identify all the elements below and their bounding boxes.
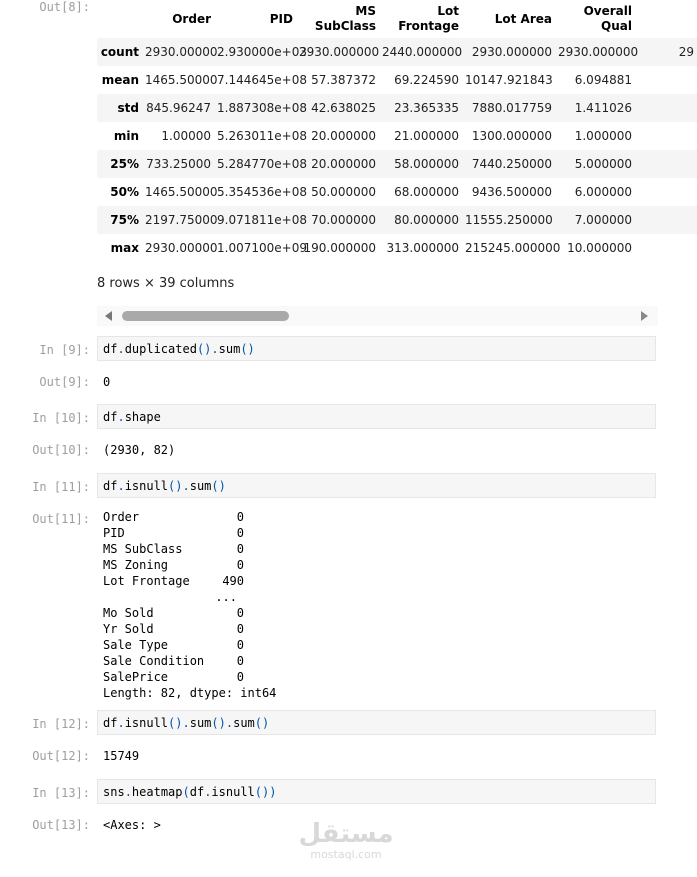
table-row <box>97 122 697 150</box>
series-key: Order <box>103 510 140 524</box>
table-header-row <box>97 0 697 38</box>
series-value: 0 <box>236 670 244 684</box>
code-punctuation: . <box>117 410 125 424</box>
scroll-right-icon[interactable] <box>641 311 648 321</box>
column-header-text: Order <box>172 11 211 26</box>
code-token: df <box>189 785 205 799</box>
table-cell: 11555.250000 <box>465 213 553 227</box>
table-row <box>97 150 697 178</box>
series-row <box>103 605 276 621</box>
code-punctuation: () <box>211 479 226 493</box>
table-cell <box>635 206 697 234</box>
in-13-prompt: In [13]: <box>32 786 90 800</box>
code-token: isnull <box>124 479 169 493</box>
code-token: df <box>103 410 118 424</box>
series-key: Lot Frontage <box>103 574 190 588</box>
table-cell: 10.000000 <box>567 241 632 255</box>
code-punctuation: . <box>211 342 219 356</box>
in-12-prompt: In [12]: <box>32 717 90 731</box>
table-cell <box>635 66 697 94</box>
row-label: mean <box>101 73 139 87</box>
row-label: 75% <box>110 213 139 227</box>
watermark-url: mostaql.com <box>310 848 382 861</box>
series-value: 490 <box>222 574 244 588</box>
null-count-series <box>103 509 276 701</box>
table-cell: 42.638025 <box>311 101 376 115</box>
series-row <box>103 637 276 653</box>
table-cell: 5.000000 <box>574 157 632 171</box>
code-token: sum <box>189 716 212 730</box>
table-cell: 1.00000 <box>161 129 211 143</box>
table-cell: 20.000000 <box>311 129 376 143</box>
series-key: MS Zoning <box>103 558 169 572</box>
table-cell: 2930.000000 <box>471 45 552 59</box>
column-header-text: Qual <box>601 19 632 33</box>
column-header <box>214 0 296 38</box>
table-row <box>97 178 697 206</box>
table-cell <box>635 234 697 262</box>
table-cell: 5.263011e+08 <box>217 129 307 143</box>
table-cell: 5.284770e+08 <box>217 157 307 171</box>
series-row <box>103 589 276 605</box>
table-cell: 1300.000000 <box>471 129 552 143</box>
code-punctuation: ( <box>182 785 190 799</box>
series-value: ... <box>215 590 237 604</box>
series-row <box>103 541 276 557</box>
code-punctuation: . <box>225 716 234 730</box>
column-header-text: Overall <box>583 4 632 18</box>
code-cell-10[interactable] <box>97 404 656 429</box>
table-cell: 2440.000000 <box>382 45 463 59</box>
table-cell: 7.144645e+08 <box>217 73 307 87</box>
table-cell: 6.094881 <box>574 73 632 87</box>
series-footer: Length: 82, dtype: int64 <box>103 686 277 700</box>
code-token: isnull <box>211 785 255 799</box>
code-token: df <box>103 479 118 493</box>
table-cell: 2930.000000 <box>558 45 639 59</box>
table-row <box>97 94 697 122</box>
code-punctuation: () <box>168 479 183 493</box>
output-13: <Axes: > <box>103 818 161 832</box>
output-9: 0 <box>103 375 111 389</box>
table-cell: 23.365335 <box>394 101 459 115</box>
series-key: Mo Sold <box>103 606 154 620</box>
table-cell: 1465.50000 <box>145 73 218 87</box>
column-header-text: SubClass <box>314 19 376 33</box>
series-value: 0 <box>236 638 244 652</box>
in-9-prompt: In [9]: <box>39 343 90 357</box>
table-cell: 80.000000 <box>394 213 459 227</box>
table-cell: 10147.921843 <box>465 73 553 87</box>
table-cell: 5.354536e+08 <box>217 185 307 199</box>
out-8-prompt: Out[8]: <box>39 0 90 14</box>
series-key: PID <box>103 526 125 540</box>
describe-table <box>97 0 697 262</box>
scrollbar-thumb[interactable] <box>122 311 289 321</box>
output-12: 15749 <box>103 749 140 763</box>
series-value: 0 <box>236 558 244 572</box>
table-cell: 69.224590 <box>394 73 459 87</box>
table-cell: 1.887308e+08 <box>217 101 307 115</box>
table-row <box>97 66 697 94</box>
code-token: shape <box>124 410 161 424</box>
table-cell: 20.000000 <box>311 157 376 171</box>
code-punctuation: () <box>254 716 270 730</box>
output-10: (2930, 82) <box>103 443 176 457</box>
series-key: SalePrice <box>103 670 169 684</box>
code-punctuation: () <box>196 342 212 356</box>
series-row <box>103 669 276 685</box>
code-punctuation: . <box>182 479 190 493</box>
table-cell: 190.000000 <box>303 241 376 255</box>
column-header-text: Frontage <box>398 19 459 33</box>
column-header <box>296 0 379 38</box>
code-token: heatmap <box>131 785 183 799</box>
table-row <box>97 206 697 234</box>
table-cell: 7.000000 <box>574 213 632 227</box>
table-cell <box>635 94 697 122</box>
series-key: Sale Condition <box>103 654 205 668</box>
row-label: 25% <box>110 157 139 171</box>
code-punctuation: () <box>240 342 255 356</box>
table-cell: 57.387372 <box>311 73 376 87</box>
series-row <box>103 653 276 669</box>
table-cell: 313.000000 <box>386 241 459 255</box>
column-header-text: Lot Area <box>494 11 552 26</box>
code-token: sns <box>103 785 125 799</box>
table-cell: 2930.00000 <box>145 45 218 59</box>
code-punctuation: . <box>117 342 125 356</box>
table-cell: 70.000000 <box>311 213 376 227</box>
in-11-prompt: In [11]: <box>32 480 90 494</box>
code-token: sum <box>189 479 212 493</box>
code-token: isnull <box>124 716 169 730</box>
code-token: sum <box>233 716 255 730</box>
series-row <box>103 557 276 573</box>
table-cell: 2930.000000 <box>299 45 380 59</box>
code-cell-9[interactable] <box>97 336 656 361</box>
column-header-text: PID <box>269 11 293 26</box>
table-cell <box>635 150 697 178</box>
series-key: Yr Sold <box>103 622 154 636</box>
series-row <box>103 573 276 589</box>
series-value: 0 <box>236 606 244 620</box>
out-11-prompt: Out[11]: <box>32 512 90 526</box>
table-cell <box>635 122 697 150</box>
series-value: 0 <box>236 622 244 636</box>
out-13-prompt: Out[13]: <box>32 818 90 832</box>
table-cell: 1465.50000 <box>145 185 218 199</box>
table-cell: 50.000000 <box>311 185 376 199</box>
table-cell: 2930.00000 <box>145 241 218 255</box>
code-token: duplicated <box>124 342 197 356</box>
code-token: df <box>103 716 118 730</box>
code-cell-12[interactable] <box>97 710 656 735</box>
mostaql-watermark <box>296 820 396 861</box>
series-value: 0 <box>236 510 244 524</box>
code-punctuation: . <box>117 479 125 493</box>
column-header <box>555 0 635 38</box>
column-header <box>379 0 462 38</box>
table-cell: 2197.75000 <box>145 213 218 227</box>
series-row <box>103 509 276 525</box>
row-label: count <box>100 45 139 59</box>
table-cell: 1.000000 <box>574 129 632 143</box>
code-token: df <box>103 342 118 356</box>
table-cell: 29 <box>678 45 694 59</box>
code-punctuation: () <box>211 716 226 730</box>
row-label: 50% <box>110 185 139 199</box>
table-cell: 733.25000 <box>146 157 211 171</box>
code-punctuation: . <box>204 785 212 799</box>
table-row <box>97 234 697 262</box>
table-cell: 58.000000 <box>394 157 459 171</box>
column-header-text: Lot <box>437 4 459 18</box>
out-10-prompt: Out[10]: <box>32 443 90 457</box>
table-cell: 845.96247 <box>146 101 211 115</box>
column-header <box>462 0 555 38</box>
code-punctuation: . <box>182 716 190 730</box>
table-cell: 1.411026 <box>574 101 632 115</box>
code-cell-13[interactable] <box>97 779 656 804</box>
code-punctuation: . <box>117 716 125 730</box>
table-cell: 9436.500000 <box>471 185 552 199</box>
out-9-prompt: Out[9]: <box>39 375 90 389</box>
code-cell-11[interactable] <box>97 473 656 498</box>
series-value: 0 <box>236 654 244 668</box>
table-row <box>97 38 697 66</box>
table-cell <box>635 178 697 206</box>
code-punctuation: () <box>168 716 183 730</box>
series-row <box>103 621 276 637</box>
index-header <box>97 0 142 38</box>
table-cell: 6.000000 <box>574 185 632 199</box>
series-key: MS SubClass <box>103 542 183 556</box>
scroll-left-icon[interactable] <box>105 311 112 321</box>
column-header <box>142 0 214 38</box>
row-label: min <box>113 129 139 143</box>
column-header-text: MS <box>355 4 376 18</box>
row-label: std <box>117 101 139 115</box>
code-punctuation: . <box>124 785 132 799</box>
table-cell: 215245.000000 <box>465 241 561 255</box>
out-12-prompt: Out[12]: <box>32 749 90 763</box>
column-header <box>635 0 697 38</box>
table-cell: 7880.017759 <box>471 101 552 115</box>
series-value: 0 <box>236 542 244 556</box>
code-token: sum <box>218 342 241 356</box>
table-cell: 21.000000 <box>394 129 459 143</box>
table-cell: 68.000000 <box>394 185 459 199</box>
horizontal-scrollbar[interactable] <box>97 306 658 326</box>
table-shape-note: 8 rows × 39 columns <box>97 276 235 291</box>
describe-table-viewport[interactable] <box>97 0 694 262</box>
table-cell: 1.007100e+09 <box>217 241 307 255</box>
table-cell: 9.071811e+08 <box>217 213 307 227</box>
series-value: 0 <box>236 526 244 540</box>
series-key: Sale Type <box>103 638 169 652</box>
in-10-prompt: In [10]: <box>32 411 90 425</box>
series-row <box>103 525 276 541</box>
row-label: max <box>110 241 139 255</box>
table-cell: 7440.250000 <box>471 157 552 171</box>
table-cell: 2.930000e+03 <box>217 45 307 59</box>
watermark-logo: مستقل <box>298 819 394 849</box>
code-punctuation: ()) <box>254 785 277 799</box>
